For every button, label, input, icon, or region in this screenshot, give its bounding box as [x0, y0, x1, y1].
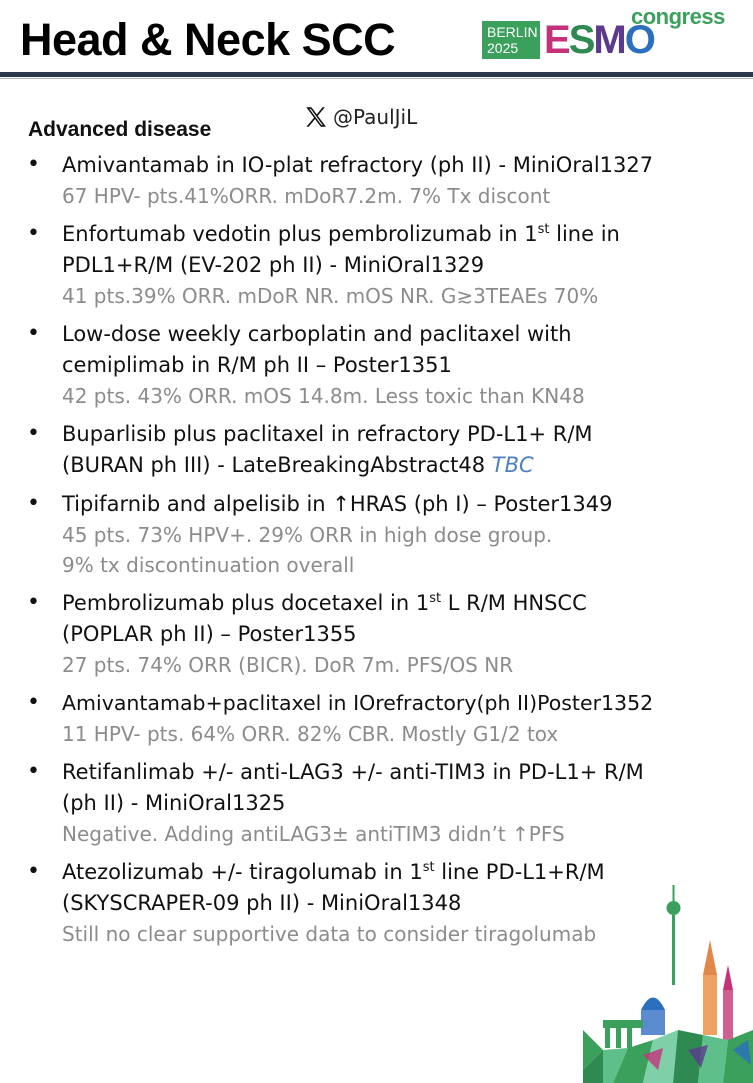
item-title-part: line in [549, 222, 620, 246]
bullet: • [27, 321, 40, 346]
item-result: 42 pts. 43% ORR. mOS 14.8m. Less toxic than KN48 [62, 384, 585, 408]
bullet: • [27, 859, 40, 884]
bullet: • [27, 491, 40, 516]
handle-text: @PaulJiL [333, 105, 418, 129]
congress-word: congress [631, 4, 725, 29]
item-title [62, 219, 753, 250]
item-title: Amivantamab+paclitaxel in IOrefractory(ph II)Poster1352 [62, 691, 654, 715]
item-title-part: Atezolizumab +/- tiragolumab in 1 [62, 860, 423, 884]
list-item [0, 688, 753, 749]
item-title: Tipifarnib and alpelisib in ↑HRAS (ph I) – Poster1349 [62, 492, 613, 516]
bullet: • [27, 690, 40, 715]
list-item [0, 489, 753, 580]
item-title-line2: (POPLAR ph II) – Poster1355 [62, 622, 357, 646]
ordinal-sup: st [537, 222, 550, 237]
header-rule-thin [0, 78, 753, 79]
item-title: Buparlisib plus paclitaxel in refractory PD-L1+ R/M [62, 422, 593, 446]
list-item [0, 219, 753, 311]
item-title-line2: cemiplimab in R/M ph II – Poster1351 [62, 353, 452, 377]
list-item [0, 319, 753, 411]
ordinal-sup: st [429, 591, 442, 606]
item-title-part: (BURAN ph III) - LateBreakingAbstract48 [62, 453, 492, 477]
list-item [0, 419, 753, 481]
berlin-skyline-illustration [583, 880, 753, 1083]
bullet: • [27, 590, 40, 615]
esmo-congress-logo [482, 6, 744, 62]
slide-title: Head & Neck SCC [20, 14, 396, 65]
item-title [62, 588, 753, 619]
item-result: 9% tx discontinuation overall [62, 553, 355, 577]
section-title: Advanced disease [28, 118, 212, 141]
item-result: 45 pts. 73% HPV+. 29% ORR in high dose group. [62, 523, 553, 547]
bullet: • [27, 759, 40, 784]
item-title-part: L R/M HNSCC [441, 591, 587, 615]
list-item [0, 757, 753, 849]
bullet: • [27, 221, 40, 246]
item-title-line2: (SKYSCRAPER-09 ph II) - MiniOral1348 [62, 891, 462, 915]
badge-year: 2025 [487, 40, 519, 56]
item-result: Negative. Adding antiLAG3± antiTIM3 didn’t ↑PFS [62, 822, 565, 846]
item-title-line2: (ph II) - MiniOral1325 [62, 791, 286, 815]
item-result: 27 pts. 74% ORR (BICR). DoR 7m. PFS/OS NR [62, 653, 514, 677]
list-item [0, 150, 753, 211]
bullet: • [27, 152, 40, 177]
esmo-letter-s: S [568, 18, 594, 62]
item-title: Amivantamab in IO-plat refractory (ph II) - MiniOral1327 [62, 153, 654, 177]
esmo-letter-e: E [544, 18, 569, 62]
item-title: Retifanlimab +/- anti-LAG3 +/- anti-TIM3 in PD-L1+ R/M [62, 760, 644, 784]
item-title-line2: PDL1+R/M (EV-202 ph II) - MiniOral1329 [62, 253, 485, 277]
item-title-part: Pembrolizumab plus docetaxel in 1 [62, 591, 430, 615]
list-item [0, 588, 753, 680]
item-result: 41 pts.39% ORR. mDoR NR. mOS NR. G≳3TEAEs 70% [62, 284, 599, 308]
header-rule [0, 72, 753, 77]
item-result: Still no clear supportive data to consider tiragolumab [62, 922, 597, 946]
item-result: 67 HPV- pts.41%ORR. mDoR7.2m. 7% Tx discont [62, 184, 551, 208]
esmo-letter-o: O [624, 18, 654, 62]
item-title: Low-dose weekly carboplatin and paclitaxel with [62, 322, 572, 346]
badge-city: BERLIN [487, 24, 538, 40]
x-logo-icon [303, 104, 329, 130]
item-result: 11 HPV- pts. 64% ORR. 82% CBR. Mostly G1/2 tox [62, 722, 559, 746]
bullet: • [27, 421, 40, 446]
tbc-tag: TBC [491, 453, 534, 477]
item-title-line2 [62, 450, 753, 481]
trial-list [0, 150, 753, 957]
ordinal-sup: st [422, 860, 435, 875]
item-title-part: line PD-L1+R/M [434, 860, 605, 884]
item-title-part: Enfortumab vedotin plus pembrolizumab in 1 [62, 222, 538, 246]
esmo-letter-m: M [593, 18, 625, 62]
social-handle [303, 104, 417, 130]
slide-header [0, 0, 753, 76]
berlin-2025-badge [482, 21, 540, 59]
